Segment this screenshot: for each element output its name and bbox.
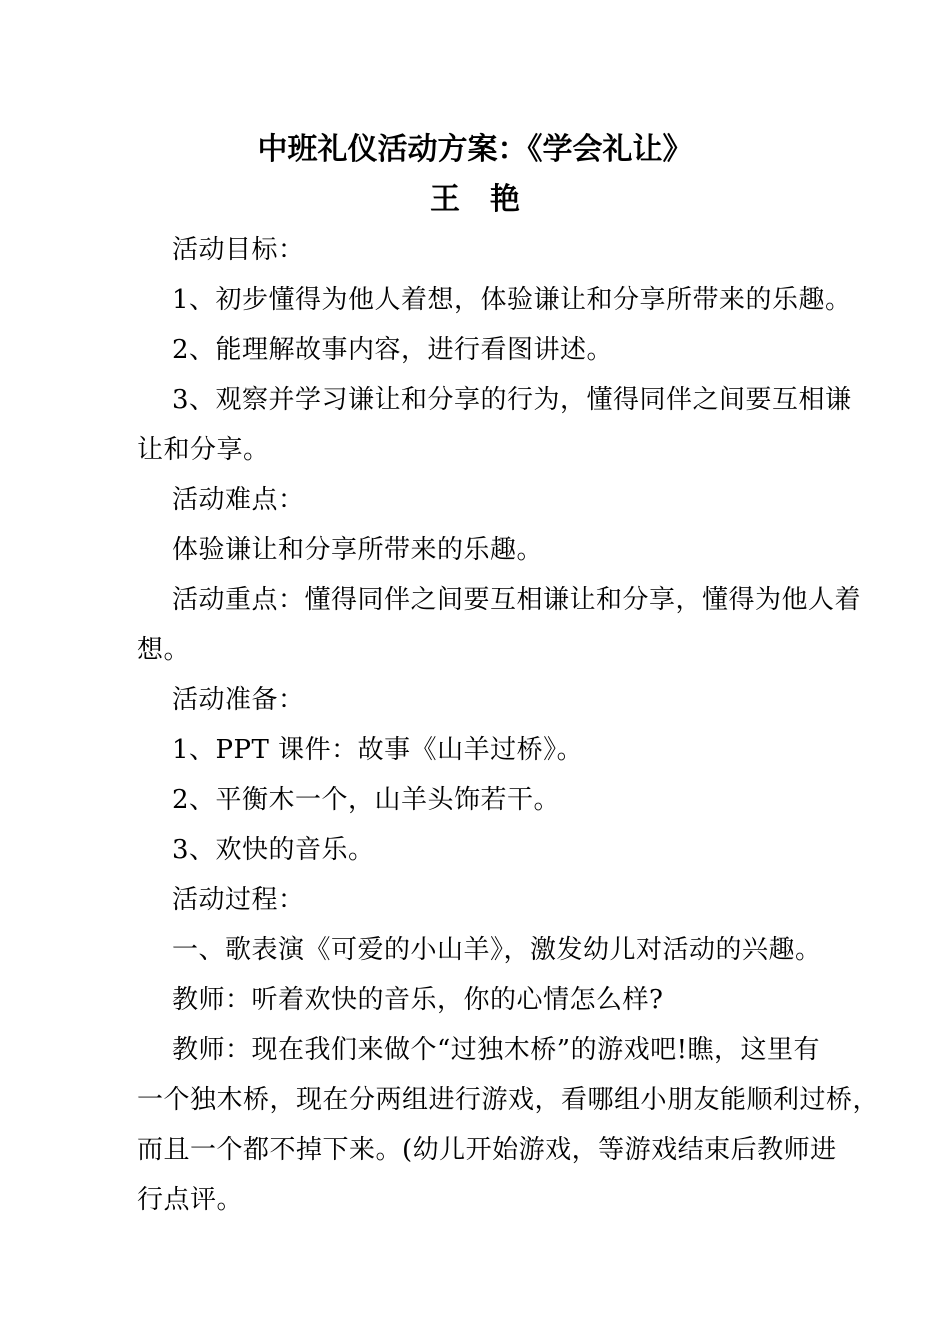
goal-item-2: 2、能理解故事内容，进行看图讲述。 <box>172 335 614 365</box>
preparation-item-3: 3、欢快的音乐。 <box>172 835 375 865</box>
section-heading-process: 活动过程： <box>172 885 305 915</box>
preparation-item-1: 1、PPT 课件：故事《山羊过桥》。 <box>172 735 584 765</box>
difficulty-text: 体验谦让和分享所带来的乐趣。 <box>172 535 544 565</box>
section-heading-goals: 活动目标： <box>172 235 305 265</box>
teacher-line-2-continued-c: 行点评。 <box>137 1185 244 1215</box>
key-point-text-continued: 想。 <box>137 635 191 665</box>
preparation-item-2: 2、平衡木一个，山羊头饰若干。 <box>172 785 561 815</box>
teacher-line-1: 教师：听着欢快的音乐，你的心情怎么样? <box>172 985 664 1015</box>
teacher-line-2-continued-a: 一个独木桥，现在分两组进行游戏，看哪组小朋友能顺利过桥， <box>137 1085 880 1115</box>
key-point-text: 活动重点：懂得同伴之间要互相谦让和分享，懂得为他人着 <box>172 585 862 615</box>
process-step-1: 一、歌表演《可爱的小山羊》，激发幼儿对活动的兴趣。 <box>172 935 822 965</box>
document-author: 王 艳 <box>430 182 520 217</box>
goal-item-3: 3、观察并学习谦让和分享的行为，懂得同伴之间要互相谦 <box>172 385 852 415</box>
section-heading-difficulty: 活动难点： <box>172 485 305 515</box>
document-title: 中班礼仪活动方案：《学会礼让》 <box>257 132 693 167</box>
goal-item-1: 1、初步懂得为他人着想，体验谦让和分享所带来的乐趣。 <box>172 285 852 315</box>
section-heading-preparation: 活动准备： <box>172 685 305 715</box>
teacher-line-2-continued-b: 而且一个都不掉下来。(幼儿开始游戏，等游戏结束后教师进 <box>137 1135 837 1165</box>
goal-item-3-continued: 让和分享。 <box>137 435 270 465</box>
teacher-line-2: 教师：现在我们来做个“过独木桥”的游戏吧!瞧，这里有 <box>172 1035 821 1065</box>
